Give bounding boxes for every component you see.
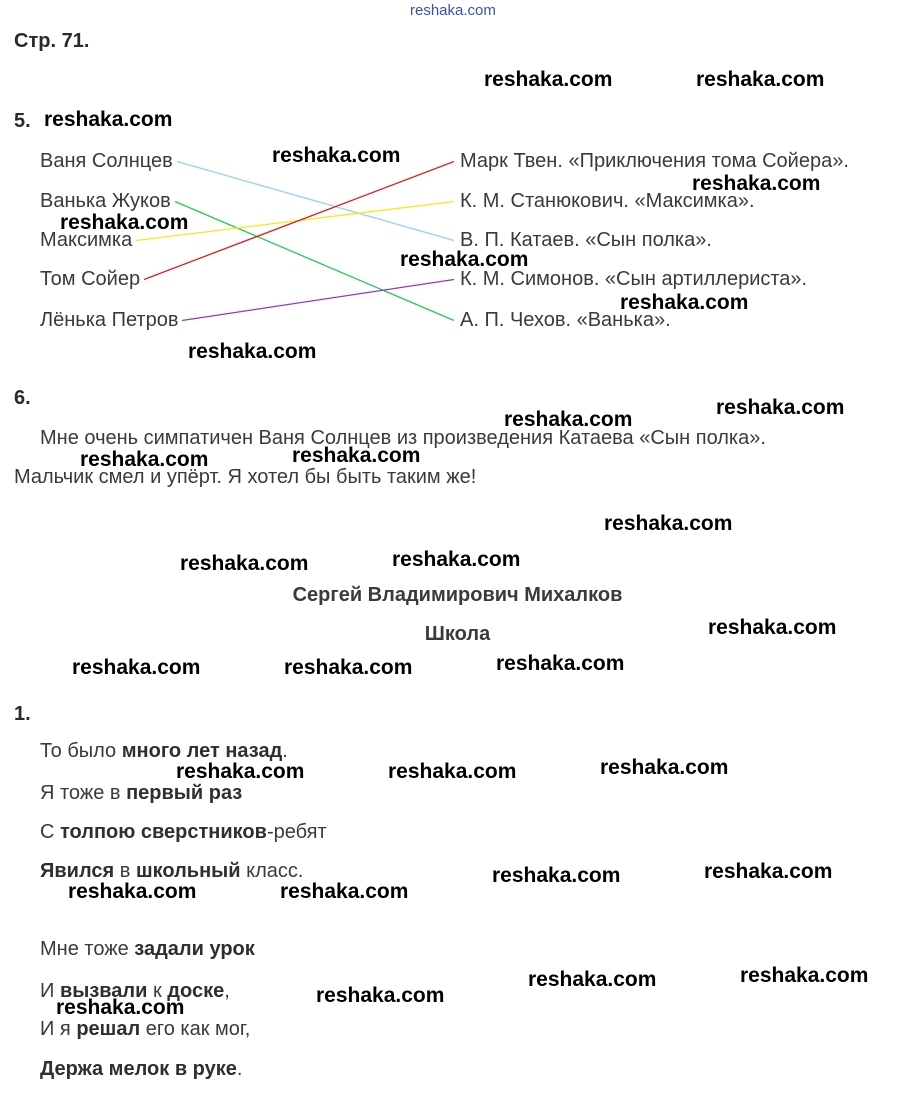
text-run: То было	[40, 740, 122, 762]
watermark: reshaka.com	[692, 172, 821, 195]
work-item: А. П. Чехов. «Ванька».	[460, 309, 671, 331]
text-run: Мне тоже	[40, 938, 135, 960]
watermark: reshaka.com	[68, 880, 197, 903]
watermark: reshaka.com	[284, 656, 413, 679]
watermark: reshaka.com	[80, 448, 209, 471]
watermark: reshaka.com	[280, 880, 409, 903]
watermark: reshaka.com	[708, 616, 837, 639]
site-link[interactable]: reshaka.com	[410, 2, 496, 19]
watermark: reshaka.com	[72, 656, 201, 679]
bold-phrase: Явился	[40, 860, 115, 882]
bold-phrase: задали урок	[134, 938, 255, 960]
watermark: reshaka.com	[392, 548, 521, 571]
task-5-number: 5.	[14, 110, 31, 132]
answer-line-1: Мне очень симпатичен Ваня Солнцев из произведения Катаева «Сын полка».	[40, 427, 766, 449]
match-line	[182, 280, 454, 321]
watermark: reshaka.com	[44, 108, 173, 131]
answer-line-2: Мальчик смел и упёрт. Я хотел бы быть таким же!	[14, 466, 477, 488]
poem-line	[40, 821, 327, 844]
work-item: К. М. Станюкович. «Максимка».	[460, 190, 755, 212]
text-run: к	[147, 980, 168, 1002]
watermark: reshaka.com	[496, 652, 625, 675]
text-run: И я	[40, 1018, 77, 1040]
watermark: reshaka.com	[60, 211, 189, 234]
watermark: reshaka.com	[484, 68, 613, 91]
character-item: Ваня Солнцев	[40, 150, 173, 172]
watermark: reshaka.com	[620, 291, 749, 314]
bold-phrase: много лет назад	[121, 740, 283, 762]
task-6-number: 6.	[14, 387, 31, 409]
text-run: -ребят	[266, 821, 327, 843]
watermark: reshaka.com	[400, 248, 529, 271]
bold-phrase: школьный	[135, 860, 241, 882]
text-run: И	[40, 980, 60, 1002]
watermark: reshaka.com	[696, 68, 825, 91]
character-item: Лёнька Петров	[40, 309, 179, 331]
watermark: reshaka.com	[528, 968, 657, 991]
character-item: Максимка	[40, 229, 133, 251]
watermark: reshaka.com	[176, 760, 305, 783]
watermark: reshaka.com	[272, 144, 401, 167]
poem-line	[40, 1018, 250, 1041]
work-item: К. М. Симонов. «Сын артиллериста».	[460, 268, 808, 290]
character-item: Ванька Жуков	[40, 190, 171, 212]
watermark: reshaka.com	[740, 964, 869, 987]
task-1-number: 1.	[14, 703, 31, 725]
author-name: Сергей Владимирович Михалков	[292, 584, 623, 606]
watermark: reshaka.com	[316, 984, 445, 1007]
poem-title: Школа	[424, 623, 491, 645]
watermark: reshaka.com	[704, 860, 833, 883]
text-run: класс.	[240, 860, 304, 882]
match-line	[177, 162, 454, 241]
text-run: С	[40, 821, 60, 843]
poem-line	[40, 782, 242, 805]
watermark: reshaka.com	[388, 760, 517, 783]
watermark: reshaka.com	[504, 408, 633, 431]
bold-phrase: Держа мелок в руке	[40, 1058, 237, 1080]
work-item: Марк Твен. «Приключения тома Сойера».	[460, 150, 849, 172]
character-item: Том Сойер	[40, 268, 141, 290]
page-reference: Стр. 71.	[14, 30, 90, 52]
bold-phrase: решал	[76, 1018, 141, 1040]
bold-phrase: первый раз	[126, 782, 243, 804]
bold-phrase: вызвали	[59, 980, 148, 1002]
work-item: В. П. Катаев. «Сын полка».	[460, 229, 712, 251]
watermark: reshaka.com	[600, 756, 729, 779]
watermark: reshaka.com	[56, 996, 185, 1019]
text-run: Я тоже в	[40, 782, 127, 804]
text-run: ,	[224, 980, 230, 1002]
watermark: reshaka.com	[292, 444, 421, 467]
text-run: .	[236, 1058, 243, 1080]
text-run: .	[282, 740, 288, 762]
poem-line	[40, 938, 255, 961]
watermark: reshaka.com	[604, 512, 733, 535]
bold-phrase: доске	[167, 980, 225, 1002]
watermark: reshaka.com	[492, 864, 621, 887]
poem-line	[40, 1058, 242, 1081]
watermark: reshaka.com	[188, 340, 317, 363]
watermark: reshaka.com	[716, 396, 845, 419]
text-run: его как мог,	[140, 1018, 251, 1040]
text-run: в	[114, 860, 136, 882]
watermark: reshaka.com	[180, 552, 309, 575]
bold-phrase: толпою сверстников	[60, 821, 267, 843]
